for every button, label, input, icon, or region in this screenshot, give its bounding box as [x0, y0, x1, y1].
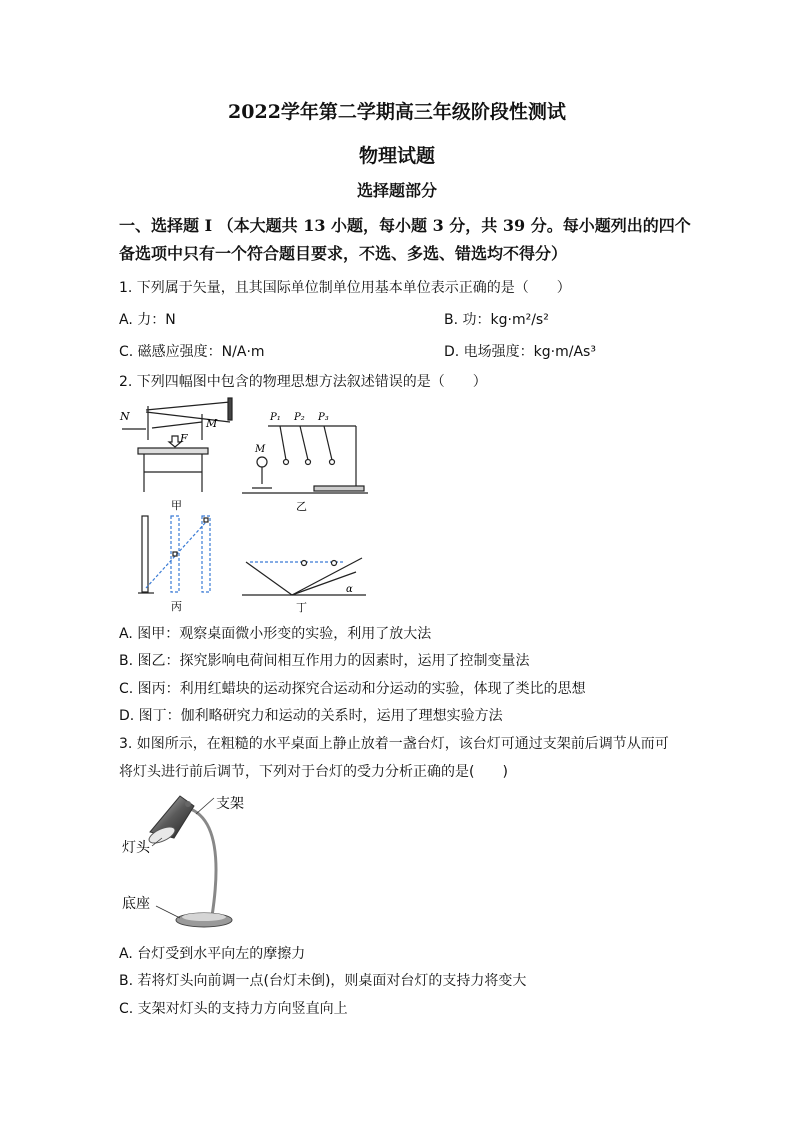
q1-option-a: A. 力：N — [119, 312, 176, 328]
lamp-label-bracket: 支架 — [216, 796, 244, 812]
lamp-label-base: 底座 — [122, 896, 150, 912]
q3-option-b: B. 若将灯头向前调一点(台灯未倒)，则桌面对台灯的支持力将变大 — [119, 973, 527, 989]
fig-label-jia: 甲 — [171, 499, 182, 512]
q1-option-c: C. 磁感应强度：N/A·m — [119, 344, 265, 360]
fig-label-bing: 丙 — [171, 600, 182, 613]
q3-stem-line1: 3. 如图所示，在粗糙的水平桌面上静止放着一盏台灯，该台灯可通过支架前后调节从而可 — [119, 736, 669, 752]
q2-option-b: B. 图乙：探究影响电荷间相互作用力的因素时，运用了控制变量法 — [119, 653, 530, 669]
fig-mark-m2: M — [255, 444, 266, 455]
q3-option-c: C. 支架对灯头的支持力方向竖直向上 — [119, 1001, 348, 1017]
q1-stem: 1. 下列属于矢量，且其国际单位制单位用基本单位表示正确的是（ ） — [119, 280, 571, 296]
part-title: 选择题部分 — [356, 181, 437, 200]
section-heading-line2: 备选项中只有一个符合题目要求，不选、多选、错选均不得分） — [119, 244, 568, 263]
fig-jia — [122, 398, 232, 492]
fig-bing — [138, 516, 210, 593]
section-heading-line1: 一、选择题 I （本大题共 13 小题，每小题 3 分，共 39 分。每小题列出的四个 — [119, 216, 691, 235]
q2-option-d: D. 图丁：伽利略研究力和运动的关系时，运用了理想实验方法 — [119, 708, 503, 724]
q3-lamp-figure — [118, 784, 258, 934]
fig-mark-f: F — [180, 432, 188, 445]
fig-mark-alpha: α — [346, 584, 353, 595]
q2-option-c: C. 图丙：利用红蜡块的运动探究合运动和分运动的实验，体现了类比的思想 — [119, 681, 586, 697]
fig-mark-m: M — [206, 417, 218, 430]
lamp-label-head: 灯头 — [122, 840, 150, 856]
q2-option-a: A. 图甲：观察桌面微小形变的实验，利用了放大法 — [119, 626, 432, 642]
exam-title: 2022学年第二学期高三年级阶段性测试 — [228, 101, 566, 123]
fig-mark-p1: P₁ — [270, 412, 281, 423]
q2-stem: 2. 下列四幅图中包含的物理思想方法叙述错误的是（ ） — [119, 374, 487, 390]
fig-mark-n: N — [120, 410, 130, 423]
q3-option-a: A. 台灯受到水平向左的摩擦力 — [119, 946, 306, 962]
fig-yi — [242, 426, 368, 493]
fig-label-ding: 丁 — [296, 601, 307, 614]
fig-mark-p3: P₃ — [318, 412, 329, 423]
fig-mark-p2: P₂ — [294, 412, 305, 423]
q3-stem-line2: 将灯头进行前后调节，下列对于台灯的受力分析正确的是( ) — [119, 764, 508, 780]
q2-figures — [118, 392, 378, 614]
fig-label-yi: 乙 — [296, 500, 307, 513]
q1-option-b: B. 功：kg·m²/s² — [444, 312, 549, 328]
q1-option-d: D. 电场强度：kg·m/As³ — [444, 344, 596, 360]
subject-title: 物理试题 — [358, 145, 435, 167]
